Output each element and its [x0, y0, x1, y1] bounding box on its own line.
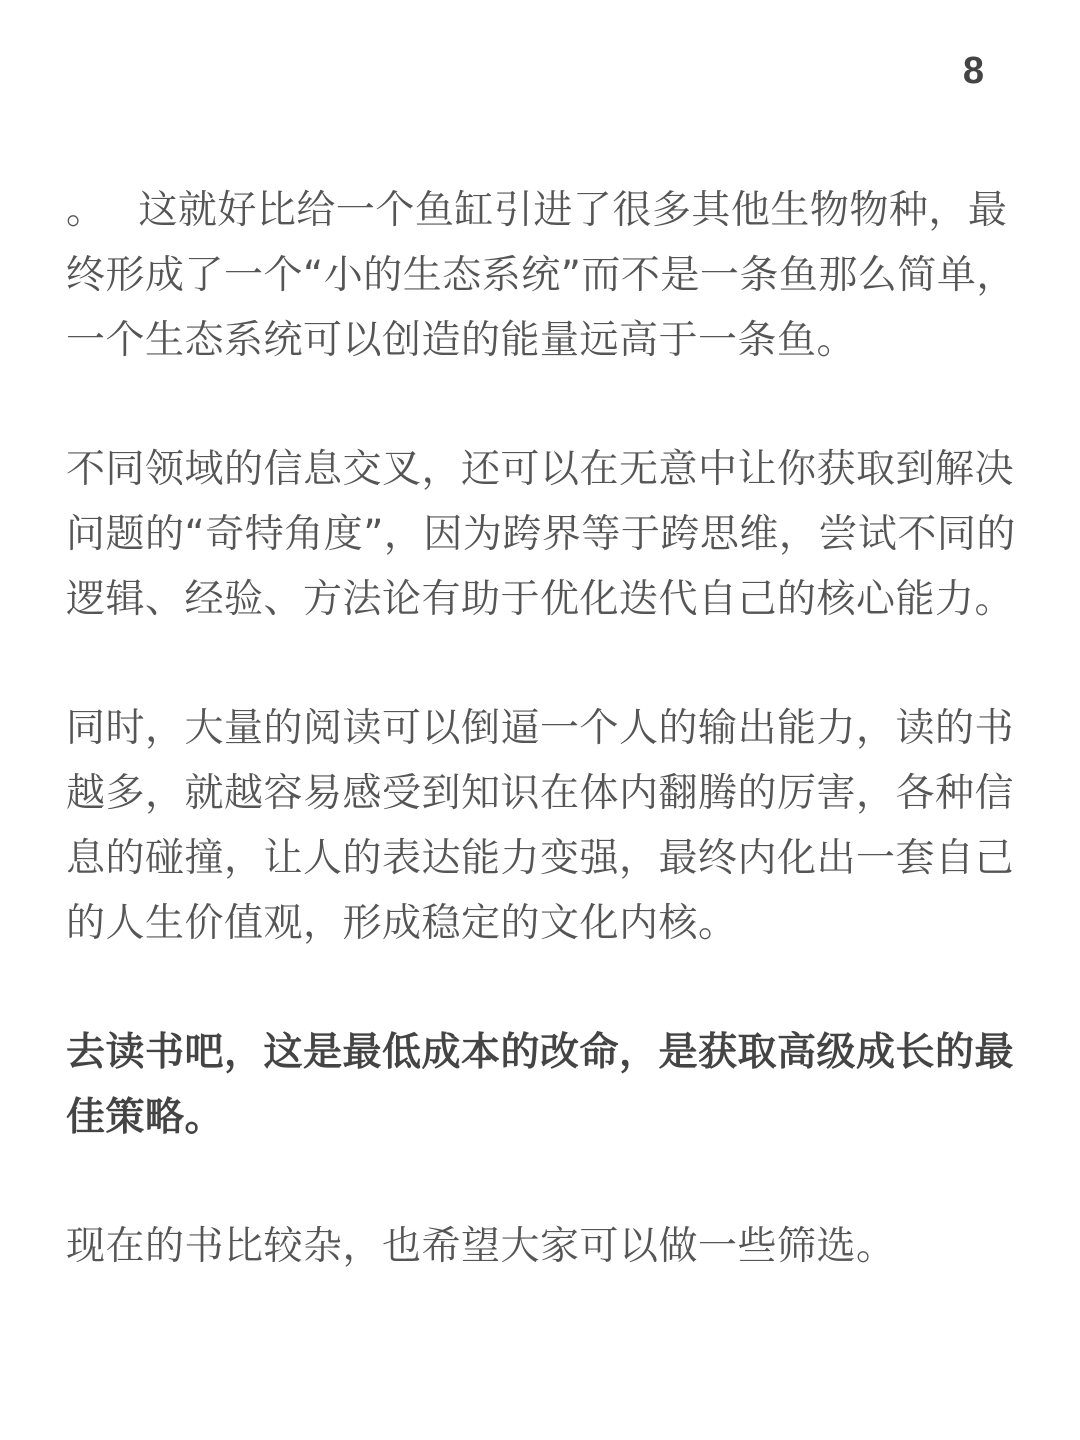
- page-number: 8: [962, 50, 984, 92]
- paragraph-cross-domain: 不同领域的信息交叉，还可以在无意中让你获取到解决问题的“奇特角度”，因为跨界等于跨思维，尝试不同的逻辑、经验、方法论有助于优化迭代自己的核心能力。: [66, 447, 1016, 622]
- paragraph-book-selection: 现在的书比较杂，也希望大家可以做一些筛选。: [66, 1224, 896, 1269]
- article-body: [66, 178, 1016, 1279]
- paragraph-ecosystem: 。 这就好比给一个鱼缸引进了很多其他生物物种，最终形成了一个“小的生态系统”而不是一条鱼那么简单，一个生态系统可以创造的能量远高于一条鱼。: [66, 188, 1016, 363]
- paragraph-key-message: 去读书吧，这是最低成本的改命，是获取高级成长的最佳策略。: [66, 1030, 1015, 1140]
- paragraph-reading-output: 同时，大量的阅读可以倒逼一个人的输出能力，读的书越多，就越容易感受到知识在体内翻腾的厉害，各种信息的碰撞，让人的表达能力变强，最终内化出一套自己的人生价值观，形成稳定的文化内核。: [66, 706, 1015, 946]
